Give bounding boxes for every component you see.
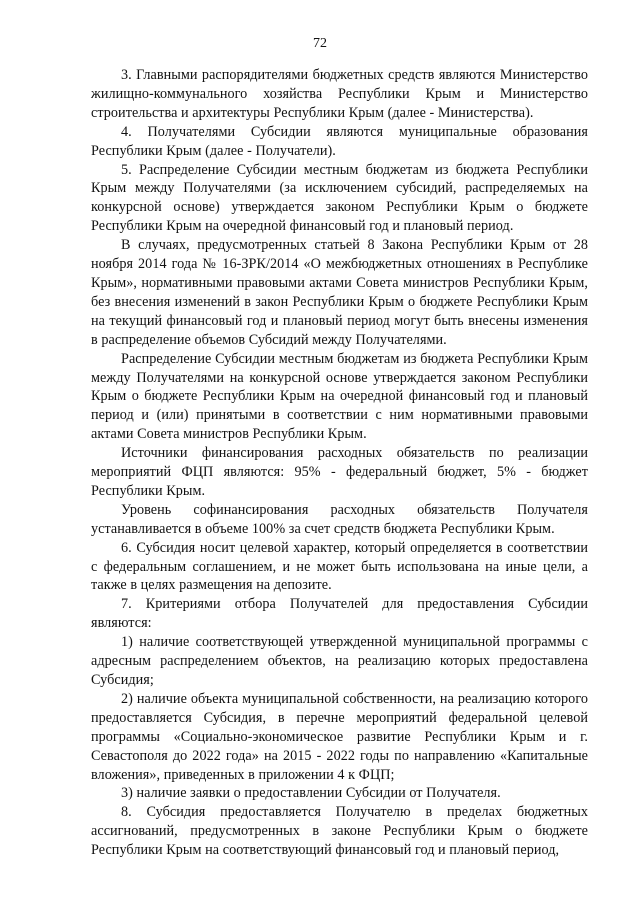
document-body — [91, 66, 588, 860]
paragraph-cofinancing-level: Уровень софинансирования расходных обязательств Получателя устанавливается в объеме 100% за счет средств бюджета Республики Крым. — [91, 501, 588, 537]
paragraph-3-main-budget-managers: 3. Главными распорядителями бюджетных средств являются Министерство жилищно-коммунального хозяйства Республики Крым и Министерство строительства и архитектуры Республики Крым (далее - Министерства). — [91, 67, 588, 121]
paragraph-distribution-changes: В случаях, предусмотренных статьей 8 Закона Республики Крым от 28 ноября 2014 года № 16-ЗРК/2014 «О межбюджетных отношениях в Республике Крым», нормативными правовыми актами Совета министров Республики Крым, без внесения изменений в закон Республики Крым о бюджете Республики Крым на текущий финансовый год и плановый период могут быть внесены изменения в распределение объемов Субсидий между Получателями. — [91, 237, 588, 348]
criterion-3-application: 3) наличие заявки о предоставлении Субсидии от Получателя. — [121, 785, 501, 802]
paragraph-competitive-distribution: Распределение Субсидии местным бюджетам из бюджета Республики Крым между Получателями на конкурсной основе утверждается законом Республики Крым о бюджете Республики Крым на очередной финансовый год и плановый период и (или) принятыми в соответствии с ним нормативными правовыми актами Совета министров Республики Крым. — [91, 350, 588, 443]
paragraph-8-subsidy-provision: 8. Субсидия предоставляется Получателю в пределах бюджетных ассигнований, предусмотренных в законе Республики Крым о бюджете Республики Крым на соответствующий финансовый год и плановый период, — [91, 804, 588, 859]
page-number: 72 — [313, 36, 327, 51]
criterion-1-municipal-program: 1) наличие соответствующей утвержденной муниципальной программы с адресным распределением объектов, на реализацию которых предоставлена Субсидия; — [91, 634, 588, 688]
paragraph-financing-sources: Источники финансирования расходных обязательств по реализации мероприятий ФЦП являются: 95% - федеральный бюджет, 5% - бюджет Республики Крым. — [91, 445, 588, 499]
criterion-2-municipal-property: 2) наличие объекта муниципальной собственности, на реализацию которого предоставляется Субсидия, в перечне мероприятий федеральной целевой программы «Социально-экономическое развитие Республики Крым и г. Севастополя до 2022 года» на 2015 - 2022 годы по направлению «Капитальные вложения», приведенных в приложении 4 к ФЦП; — [91, 690, 588, 783]
paragraph-4-recipients: 4. Получателями Субсидии являются муниципальные образования Республики Крым (далее - Получатели). — [91, 123, 588, 159]
paragraph-7-selection-criteria: 7. Критериями отбора Получателей для предоставления Субсидии являются: — [91, 596, 588, 632]
paragraph-6-targeted-nature: 6. Субсидия носит целевой характер, который определяется в соответствии с федеральным соглашением, и не может быть использована на иные цели, а также в целях размещения на депозите. — [91, 539, 588, 594]
paragraph-5-subsidy-distribution: 5. Распределение Субсидии местным бюджетам из бюджета Республики Крым между Получателями (за исключением субсидий, распределяемых на конкурсной основе) утверждается законом Республики Крым о бюджете Республики Крым на очередной финансовый год и плановый период. — [91, 161, 588, 235]
